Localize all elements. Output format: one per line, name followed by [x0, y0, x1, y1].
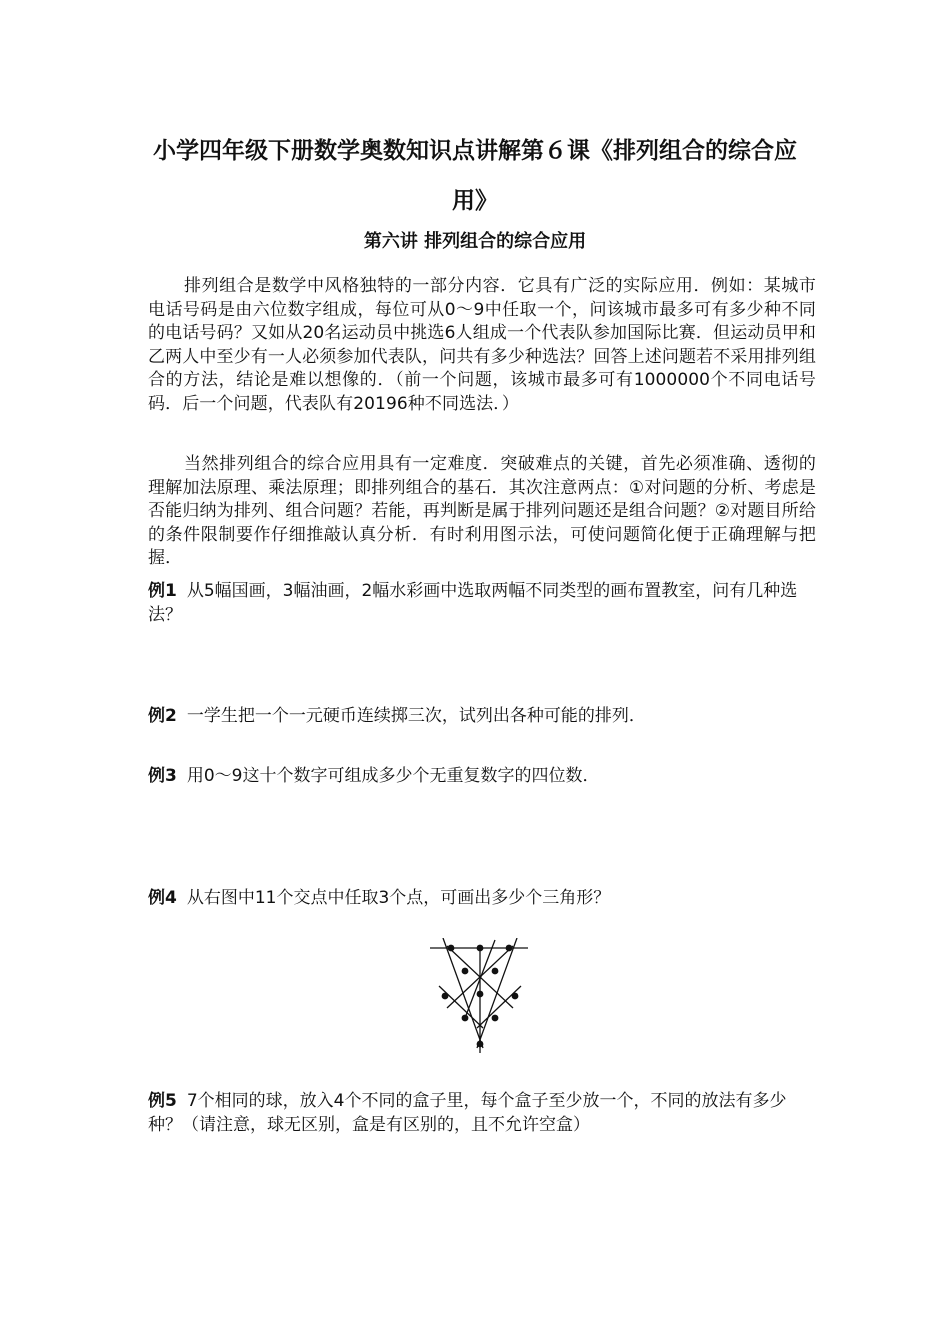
example-5	[148, 1090, 816, 1137]
example-2	[148, 705, 816, 729]
example-5-label: 例5	[148, 1091, 177, 1111]
lattice-point	[477, 991, 484, 998]
lattice-point	[448, 945, 455, 952]
diagonal-line-6	[477, 986, 521, 1028]
intersection-lattice-figure	[425, 938, 535, 1068]
lattice-point	[512, 993, 519, 1000]
example-1-text: 从5幅国画，3幅油画，2幅水彩画中选取两幅不同类型的画布置教室，问有几种选法？	[148, 581, 798, 625]
lattice-point	[462, 1015, 469, 1022]
intro-paragraph: 排列组合是数学中风格独特的一部分内容．它具有广泛的实际应用．例如：某城市电话号码是由六位数字组成，每位可从0～9中任取一个，问该城市最多可有多少种不同的电话号码？又如从20名运动员中挑选6人组成一个代表队参加国际比赛．但运动员甲和乙两人中至少有一人必须参加代表队，问共有多少种选法？回答上述问题若不采用排列组合的方法，结论是难以想像的．（前一个问题，该城市最多可有1000000个不同电话号码．后一个问题，代表队有20196种不同选法．）	[148, 276, 816, 414]
lecture-subtitle: 第六讲 排列组合的综合应用	[363, 231, 587, 252]
example-3-label: 例3	[148, 766, 177, 786]
lattice-point	[442, 993, 449, 1000]
diagonal-line-5	[439, 986, 483, 1028]
example-2-text: 一学生把一个一元硬币连续掷三次，试列出各种可能的排列．	[186, 706, 646, 726]
example-1	[148, 580, 816, 627]
example-4-text: 从右图中11个交点中任取3个点，可画出多少个三角形？	[186, 888, 611, 908]
lattice-point	[477, 945, 484, 952]
example-3	[148, 765, 816, 789]
example-2-label: 例2	[148, 706, 177, 726]
page-title-line-2: 用》	[452, 188, 498, 214]
page-title-line-1: 小学四年级下册数学奥数知识点讲解第６课《排列组合的综合应	[153, 138, 797, 164]
example-4	[148, 887, 816, 911]
example-4-label: 例4	[148, 888, 177, 908]
lattice-point	[477, 1041, 484, 1048]
example-5-text: 7个相同的球，放入4个不同的盒子里，每个盒子至少放一个，不同的放法有多少种？（请注意，球无区别，盒是有区别的，且不允许空盒）	[148, 1091, 787, 1135]
lattice-point	[492, 968, 499, 975]
lattice-point	[462, 968, 469, 975]
lattice-point	[506, 945, 513, 952]
lattice-point	[492, 1015, 499, 1022]
example-3-text: 用0～9这十个数字可组成多少个无重复数字的四位数．	[186, 766, 600, 786]
key-points-paragraph: 当然排列组合的综合应用具有一定难度．突破难点的关键，首先必须准确、透彻的理解加法原理、乘法原理；即排列组合的基石．其次注意两点：①对问题的分析、考虑是否能归纳为排列、组合问题？若能，再判断是属于排列问题还是组合问题？②对题目所给的条件限制要作仔细推敲认真分析．有时利用图示法，可使问题简化便于正确理解与把握．	[148, 454, 816, 568]
example-1-label: 例1	[148, 581, 177, 601]
